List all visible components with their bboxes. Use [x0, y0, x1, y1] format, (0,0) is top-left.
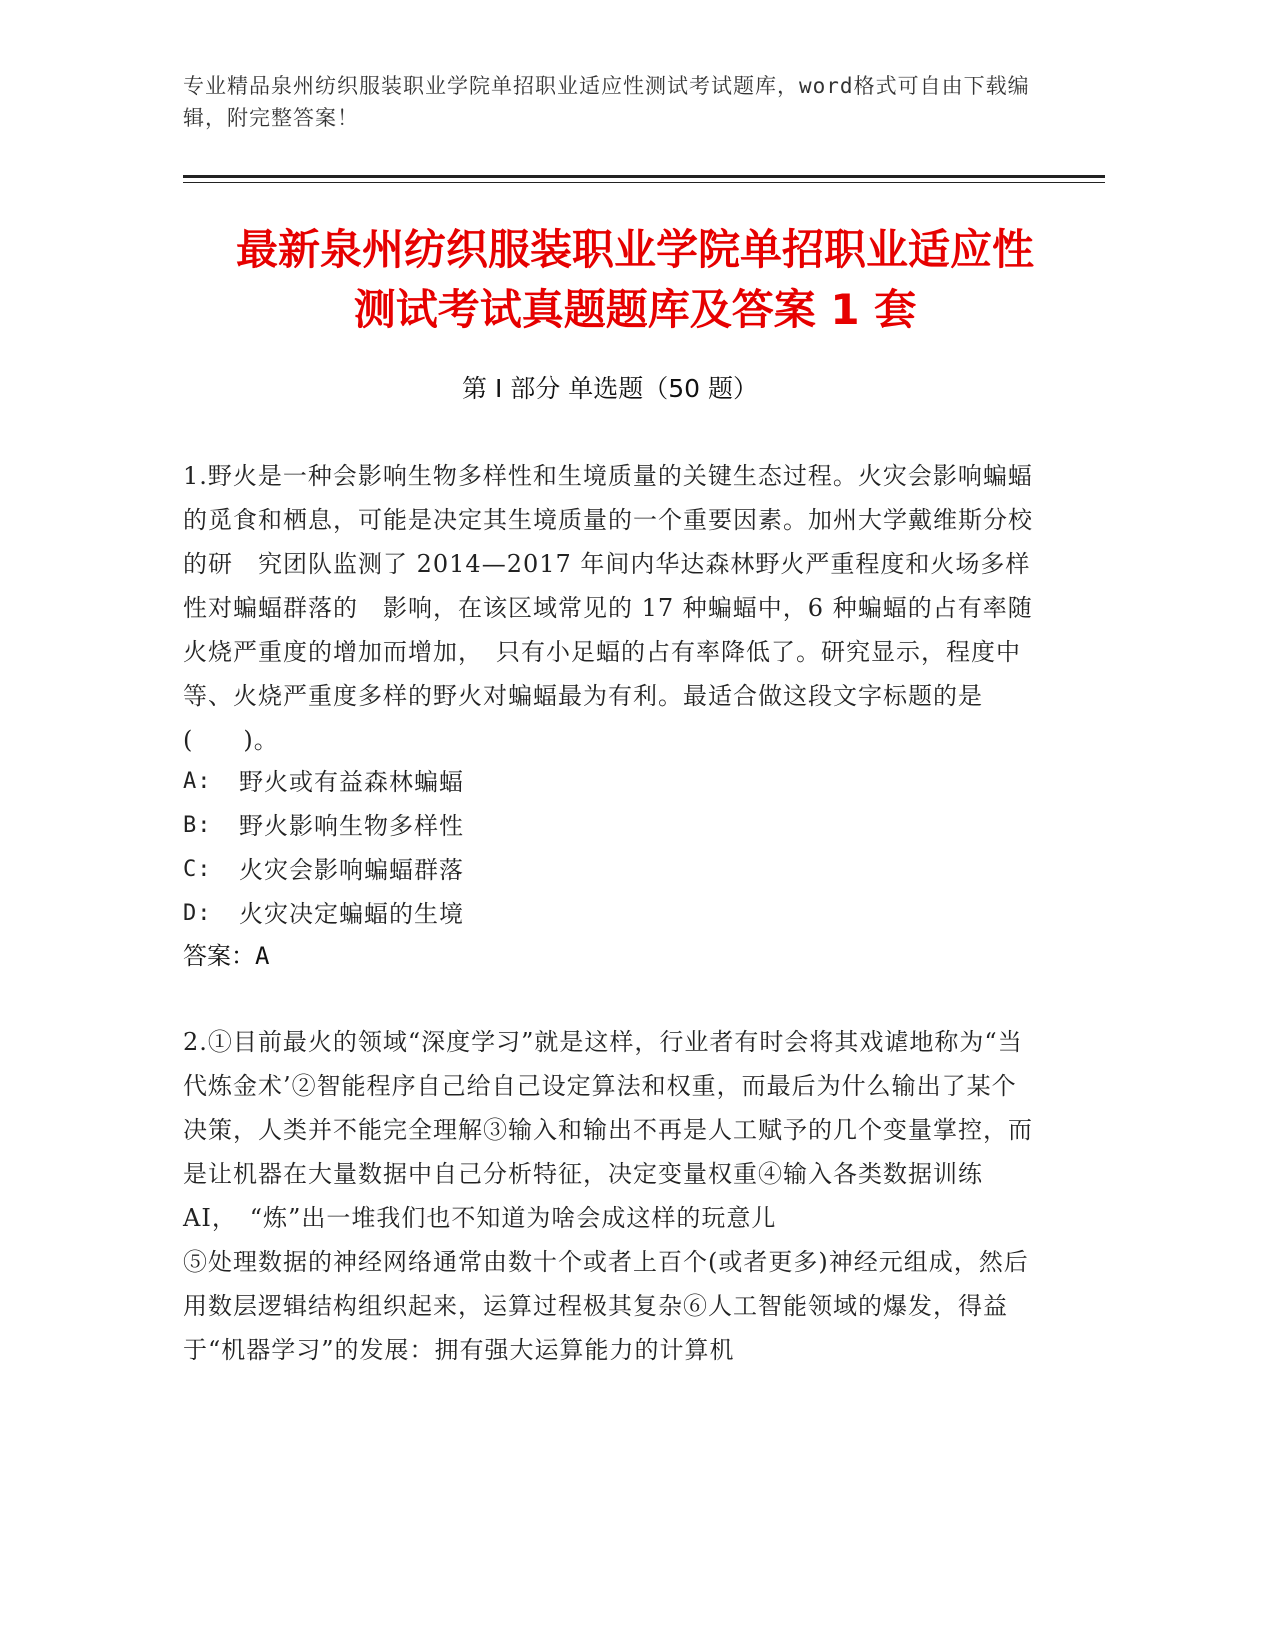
option-a [183, 760, 1033, 804]
document-title [140, 220, 1130, 340]
header-note: 专业精品泉州纺织服装职业学院单招职业适应性测试考试题库，word格式可自由下载编辑，附完整答案！ [183, 74, 1030, 130]
option-b [183, 804, 1033, 848]
title-line-1: 最新泉州纺织服装职业学院单招职业适应性 [235, 225, 1034, 274]
answer-label: 答案： [183, 942, 255, 970]
option-c-key: C: [183, 857, 212, 882]
question-1-options [183, 760, 1033, 936]
option-d-text: 火灾决定蝙蝠的生境 [239, 900, 464, 928]
question-2-paragraph-1: 2.①目前最火的领域“深度学习”就是这样，行业者有时会将其戏谑地称为“当代炼金术’②智能程序自己给自己设定算法和权重，而最后为什么输出了某个决策，人类并不能完全理解③输入和输出不再是人工赋予的几个变量掌控，而是让机器在大量数据中自己分析特征，决定变量权重④输入各类数据训练 AI， “炼”出一堆我们也不知道为啥会成这样的玩意儿 [183, 1028, 1033, 1232]
question-1-answer [183, 934, 269, 978]
header-rule-thin [183, 182, 1105, 183]
section-heading: 第 I 部分 单选题（50 题） [462, 374, 758, 403]
option-a-key: A: [183, 769, 212, 794]
answer-value: A [255, 942, 270, 970]
option-d [183, 892, 1033, 936]
title-line-2: 测试考试真题题库及答案 1 套 [353, 285, 917, 334]
question-2-paragraph-2: ⑤处理数据的神经网络通常由数十个或者上百个(或者更多)神经元组成，然后用数层逻辑结构组织起来，运算过程极其复杂⑥人工智能领域的爆发，得益于“机器学习”的发展：拥有强大运算能力的计算机 [183, 1248, 1029, 1364]
option-a-text: 野火或有益森林蝙蝠 [239, 768, 464, 796]
option-b-text: 野火影响生物多样性 [239, 812, 464, 840]
option-d-key: D: [183, 901, 212, 926]
option-b-key: B: [183, 813, 212, 838]
question-1-text: 1.野火是一种会影响生物多样性和生境质量的关键生态过程。火灾会影响蝙蝠 的觅食和栖息，可能是决定其生境质量的一个重要因素。加州大学戴维斯分校的研 究团队监测了 2014—2017 年间内华达森林野火严重程度和火场多样性对蝙蝠群落的 影响，在该区域常见的 17 种蝙蝠中，6 种蝙蝠的占有率随火烧严重度的增加而增加， 只有小足蝠的占有率降低了。研究显示，程度中等、火烧严重度多样的野火对蝙蝠最为有利。最适合做这段文字标题的是( )。 [183, 462, 1033, 754]
option-c [183, 848, 1033, 892]
header-rule-thick [183, 175, 1105, 178]
option-c-text: 火灾会影响蝙蝠群落 [239, 856, 464, 884]
question-2-text [183, 1020, 1033, 1372]
